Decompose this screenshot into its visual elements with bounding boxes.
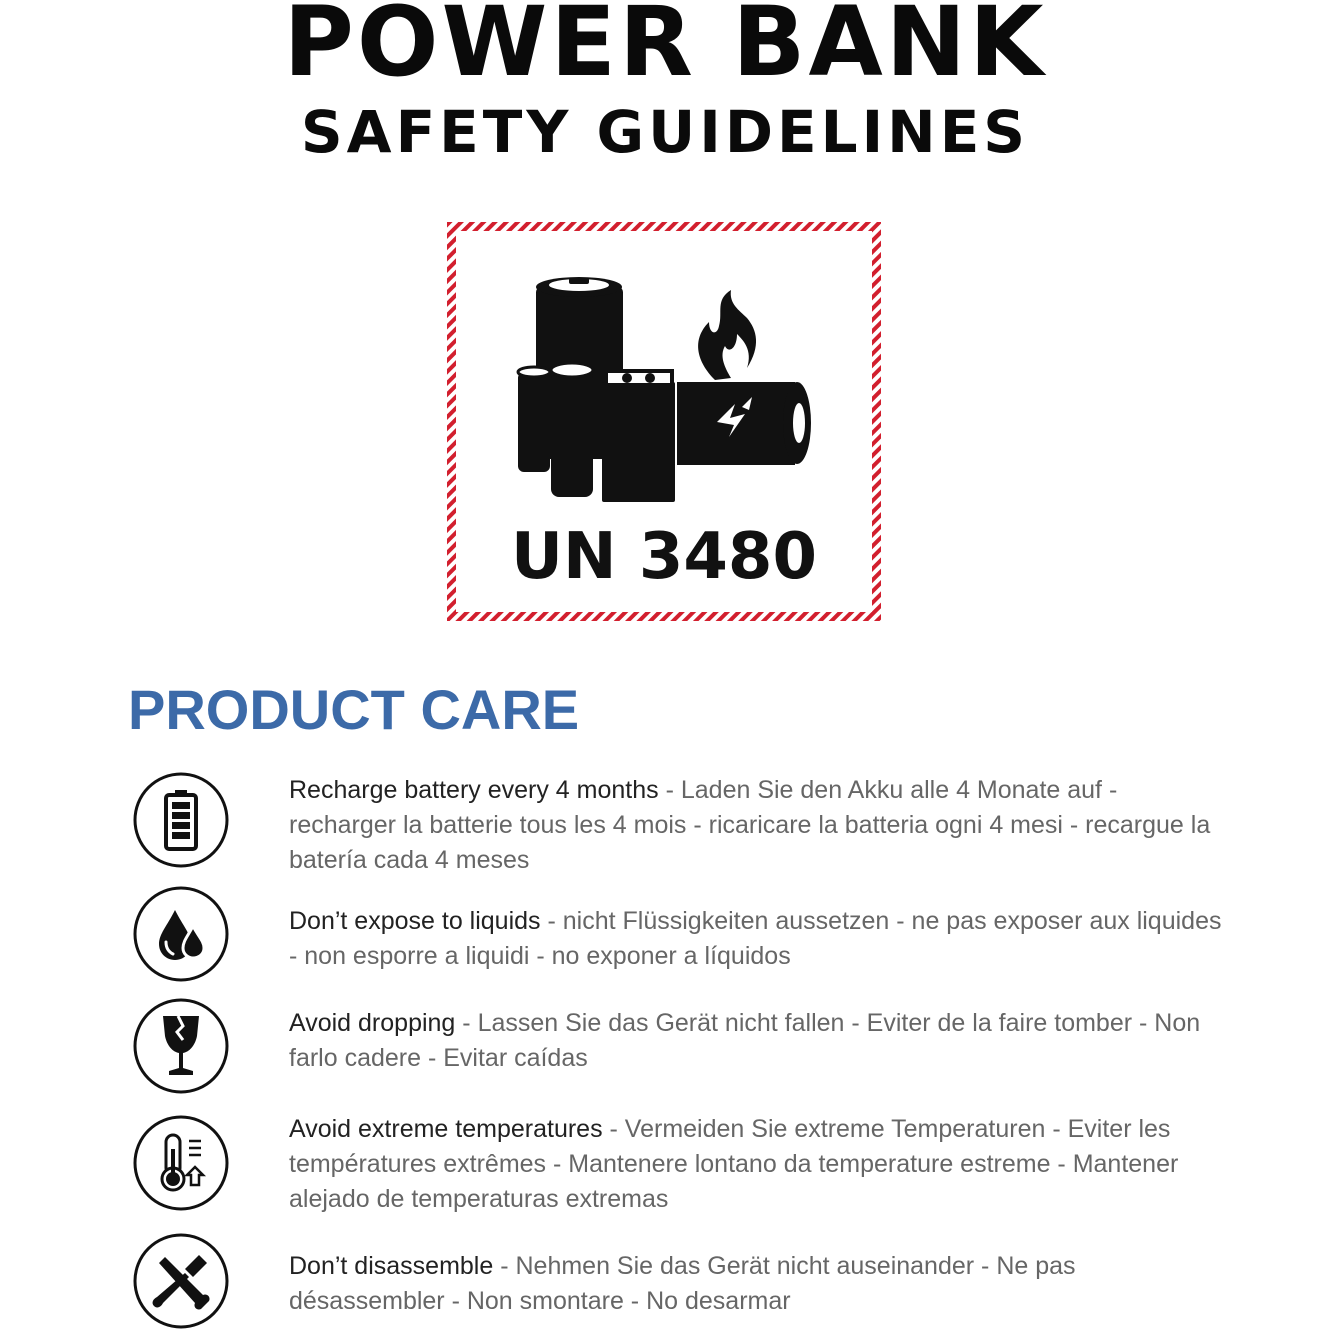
care-item-text — [289, 773, 1229, 878]
thermometer-icon — [133, 1115, 229, 1211]
care-item-translations: - Nehmen Sie das Gerät nicht auseinander - Ne pas désassembler - Non smontare - No desarmar — [289, 1252, 1076, 1315]
page-title: POWER BANK — [283, 0, 1047, 98]
care-item-text — [289, 1249, 1229, 1319]
care-item-text — [289, 904, 1229, 974]
care-item-translations: - Laden Sie den Akku alle 4 Monate auf - recharger la batterie tous les 4 mois - ricaricare la batteria ogni 4 mesi - recargue la batería cada 4 meses — [289, 776, 1211, 874]
care-item-en: Avoid dropping — [289, 1009, 456, 1037]
care-item-en: Don’t disassemble — [289, 1252, 494, 1280]
section-title: PRODUCT CARE — [128, 678, 580, 741]
care-item-en: Recharge battery every 4 months — [289, 776, 659, 804]
care-item-translations: - nicht Flüssigkeiten aussetzen - ne pas exposer aux liquides - non esporre a liquidi - no exponer a líquidos — [289, 907, 1222, 970]
tools-icon — [133, 1233, 229, 1329]
care-item-en: Don’t expose to liquids — [289, 907, 541, 935]
un3480-hazard-label — [447, 222, 881, 621]
liquid-drops-icon — [133, 886, 229, 982]
page-subtitle: SAFETY GUIDELINES — [300, 98, 1030, 166]
care-item-text — [289, 1006, 1229, 1076]
battery-icon — [133, 772, 229, 868]
care-item-text — [289, 1112, 1229, 1217]
un-code-text: UN 3480 — [511, 520, 817, 594]
fragile-glass-icon — [133, 998, 229, 1094]
care-item-en: Avoid extreme temperatures — [289, 1115, 603, 1143]
care-item-translations: - Vermeiden Sie extreme Temperaturen - Eviter les températures extrêmes - Mantenere lontano da temperature estreme - Mantener alejado de temperaturas extremas — [289, 1115, 1179, 1213]
care-item-translations: - Lassen Sie das Gerät nicht fallen - Eviter de la faire tomber - Non farlo cadere - Evitar caídas — [289, 1009, 1201, 1072]
